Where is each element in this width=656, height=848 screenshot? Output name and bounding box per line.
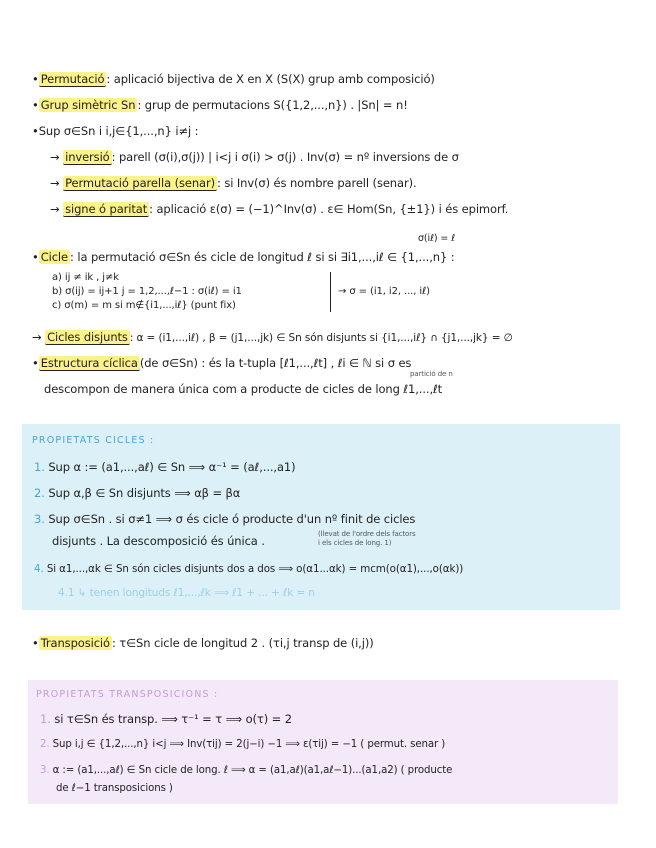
item-text: Si α1,...,αk ∈ Sn són cicles disjunts dos a dos ⟹ o(α1...αk) = mcm(o(α1),...,o(αk)) <box>46 563 464 575</box>
item-text: Sup α,β ∈ Sn disjunts ⟹ αβ = βα <box>48 486 241 500</box>
sup-statement: •Sup σ∈Sn i i,j∈{1,...,n} i≠j : <box>32 124 199 138</box>
propietat-transp-3 <box>40 764 452 778</box>
term-grup-simetric: Grup simètric Sn <box>40 98 136 112</box>
propietats-cicles-title: PROPIETATS CICLES : <box>32 435 155 446</box>
propietat-cicle-3-cont: disjunts . La descomposició és única . <box>52 534 265 548</box>
def-estructura: • Estructura cíclica (de σ∈Sn) : és la t-tupla [ℓ1,...,ℓt] , ℓi ∈ ℕ si σ es <box>32 356 412 370</box>
term-transposicio: Transposició <box>40 636 110 650</box>
item-number: 1. <box>34 460 45 474</box>
item-text: ↳ tenen longituds ℓ1,...,ℓk ⟹ ℓ1 + ... + ℓk = n <box>77 587 315 599</box>
def-disjunts-text: : α = (i1,...,iℓ) , β = (j1,...,jk) ∈ Sn són disjunts si {i1,...,iℓ} ∩ {j1,...,jk} = ∅ <box>129 332 513 344</box>
def-signe-text: : aplicació ε(σ) = (−1)^Inv(σ) . ε∈ Hom(Sn, {±1}) i és epimorf. <box>149 202 509 216</box>
term-signe: signe ó paritat <box>65 202 148 216</box>
cicle-brace <box>330 272 335 312</box>
propietat-transp-2 <box>40 738 445 752</box>
def-estructura-text2: descompon de manera única com a producte de cicles de long ℓ1,...,ℓt <box>44 382 443 396</box>
term-disjunts: Cicles disjunts <box>47 330 128 344</box>
item-number: 1. <box>40 712 51 726</box>
item-text: Sup i,j ∈ {1,2,...,n} i<j ⟹ Inv(τij) = 2(j−i) −1 ⟹ ε(τij) = −1 ( permut. senar ) <box>52 739 446 750</box>
def-parella: → Permutació parella (senar) : si Inv(σ) és nombre parell (senar). <box>50 176 417 190</box>
propietat-transp-3-cont: de ℓ−1 transposicions ) <box>56 783 173 794</box>
def-disjunts: → Cicles disjunts : α = (i1,...,iℓ) , β = (j1,...,jk) ∈ Sn són disjunts si {i1,...,iℓ} ∩ {j1,...,jk} = ∅ <box>32 330 513 344</box>
term-estructura: Estructura cíclica <box>40 356 138 370</box>
def-transposicio-text: : τ∈Sn cicle de longitud 2 . (τi,j transp de (i,j)) <box>111 636 374 650</box>
sup-text: Sup σ∈Sn i i,j∈{1,...,n} i≠j : <box>38 124 199 138</box>
item-number: 2. <box>34 486 45 500</box>
item-number: 4.1 <box>58 587 75 599</box>
term-parella: Permutació parella (senar) <box>65 176 215 190</box>
propietats-transposicions-title: PROPIETATS TRANSPOSICIONS : <box>36 689 219 700</box>
item-number: 4. <box>34 563 44 575</box>
propietat-cicle-3-note1: (llevat de l'ordre dels factors <box>318 530 416 538</box>
def-estructura-text1: (de σ∈Sn) : és la t-tupla [ℓ1,...,ℓt] , ℓi ∈ ℕ si σ es <box>139 356 412 370</box>
propietat-cicle-3-note2: i els cicles de long. 1) <box>318 539 392 547</box>
item-text: Sup α := (a1,...,aℓ) ∈ Sn ⟹ α⁻¹ = (aℓ,...,a1) <box>48 460 296 474</box>
def-transposicio: • Transposició : τ∈Sn cicle de longitud 2 . (τi,j transp de (i,j)) <box>32 636 374 650</box>
cicle-cond-c: c) σ(m) = m si m∉{i1,...,iℓ} (punt fix) <box>52 300 236 311</box>
cicle-cond-a: a) ij ≠ ik , j≠k <box>52 272 119 283</box>
estructura-note: partició de n <box>410 370 453 378</box>
propietat-transp-1 <box>40 712 292 726</box>
term-inversio: inversió <box>65 150 110 164</box>
def-inversio: → inversió : parell (σ(i),σ(j)) | i<j i σ(i) > σ(j) . Inv(σ) = nº inversions de σ <box>50 150 459 164</box>
def-parella-text: : si Inv(σ) és nombre parell (senar). <box>216 176 417 190</box>
item-number: 2. <box>40 739 50 750</box>
item-text: Sup σ∈Sn . si σ≠1 ⟹ σ és cicle ó producte d'un nº finit de cicles <box>48 512 416 526</box>
propietat-cicle-4-1 <box>58 586 315 600</box>
propietat-cicle-2 <box>34 486 240 500</box>
def-grup-text: : grup de permutacions S({1,2,...,n}) . |Sn| = n! <box>137 98 408 112</box>
propietat-cicle-1 <box>34 460 296 474</box>
def-signe: → signe ó paritat : aplicació ε(σ) = (−1)^Inv(σ) . ε∈ Hom(Sn, {±1}) i és epimorf. <box>50 202 509 216</box>
cicle-cond-b: b) σ(ij) = ij+1 j = 1,2,...,ℓ−1 : σ(iℓ) = i1 <box>52 286 242 297</box>
propietat-cicle-4 <box>34 562 463 576</box>
term-cicle: Cicle <box>40 250 69 264</box>
def-permutacio-text: : aplicació bijectiva de X en X (S(X) grup amb composició) <box>106 72 435 86</box>
item-text: α := (a1,...,aℓ) ∈ Sn cicle de long. ℓ ⟹ α = (a1,aℓ)(a1,aℓ−1)...(a1,a2) ( producte <box>52 765 453 776</box>
item-number: 3. <box>34 512 45 526</box>
cicle-top-note: σ(iℓ) = ℓ <box>418 233 456 244</box>
propietat-cicle-3 <box>34 512 415 526</box>
def-permutacio: • Permutació : aplicació bijectiva de X en X (S(X) grup amb composició) <box>32 72 435 86</box>
def-cicle: • Cicle : la permutació σ∈Sn és cicle de longitud ℓ si si ∃i1,...,iℓ ∈ {1,...,n} : <box>32 250 455 264</box>
term-permutacio: Permutació <box>40 72 105 86</box>
item-text: si τ∈Sn és transp. ⟹ τ⁻¹ = τ ⟹ o(τ) = 2 <box>54 712 292 726</box>
def-grup-simetric: • Grup simètric Sn : grup de permutacions S({1,2,...,n}) . |Sn| = n! <box>32 98 408 112</box>
def-inversio-text: : parell (σ(i),σ(j)) | i<j i σ(i) > σ(j) . Inv(σ) = nº inversions de σ <box>111 150 459 164</box>
cicle-result: → σ = (i1, i2, ..., iℓ) <box>338 286 430 297</box>
item-number: 3. <box>40 765 50 776</box>
def-cicle-text: : la permutació σ∈Sn és cicle de longitud ℓ si si ∃i1,...,iℓ ∈ {1,...,n} : <box>70 250 455 264</box>
